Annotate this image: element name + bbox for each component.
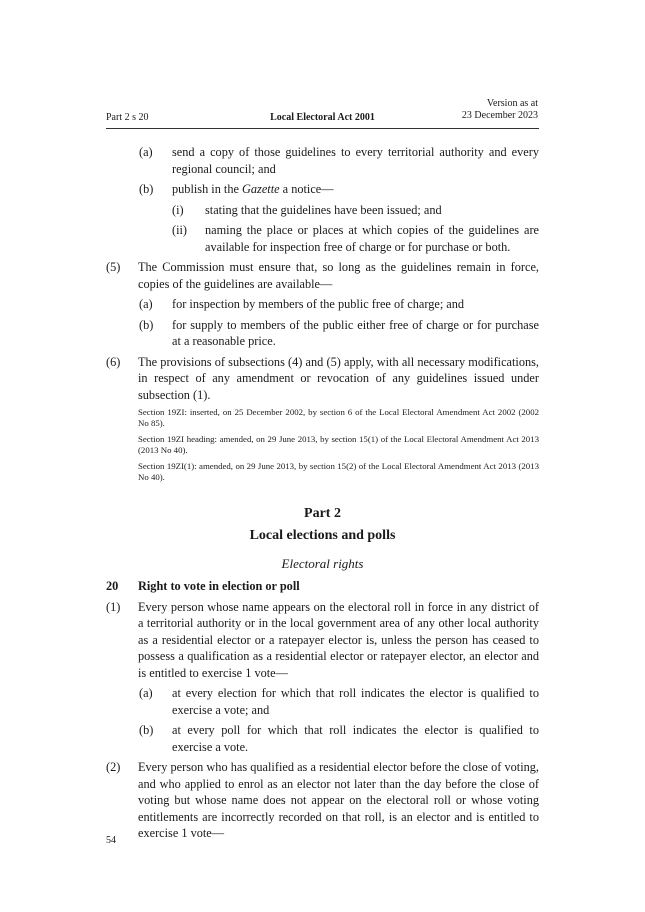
paragraph-label: (b) — [139, 182, 154, 196]
paragraph-label: (a) — [139, 686, 153, 700]
running-header-title: Local Electoral Act 2001 — [270, 112, 375, 123]
paragraph-label: (a) — [139, 145, 153, 159]
subparagraph-text: naming the place or places at which copies of the guidelines are available for inspection free of charge or for purchase or both. — [205, 223, 539, 254]
paragraph-label: (b) — [139, 723, 154, 737]
paragraph-text: at every poll for which that roll indicates the elector is qualified to exercise a vote. — [172, 723, 539, 754]
subparagraph-label: (i) — [172, 202, 184, 217]
subsection-text: Every person whose name appears on the electoral roll in force in any district of a territorial authority or in the local government area of any other local authority as a residential elector or a ratepayer elector is, unless the person has ceased to possess a qualification as a residential elector or ratepayer elector, an elector and is entitled to exercise 1 vote— — [138, 599, 539, 680]
part-title: Local elections and polls — [249, 528, 396, 543]
paragraph-text: for supply to members of the public either free of charge or for purchase at a reasonable price. — [172, 317, 539, 348]
page-number: 54 — [106, 835, 116, 846]
paragraph-text: at every election for which that roll indicates the elector is qualified to exercise a vote; and — [172, 686, 539, 717]
subsection-1 — [106, 599, 539, 682]
section-number: 20 — [106, 579, 119, 593]
gazette-italic: Gazette — [242, 182, 280, 196]
subparagraph-text: stating that the guidelines have been issued; and — [205, 202, 442, 217]
subsection-label: (6) — [106, 354, 121, 369]
header-rule — [106, 128, 539, 129]
version-label: Version as at — [486, 98, 538, 109]
document-body — [106, 144, 539, 846]
subsection-label: (1) — [106, 599, 121, 614]
subsection-text: The provisions of subsections (4) and (5) apply, with all necessary modifications, in respect of any amendment or revocation of any guidelines issued under subsection (1). — [138, 354, 539, 402]
section-heading — [106, 578, 539, 595]
subsection-2 — [106, 759, 539, 842]
subparagraph-i — [106, 202, 539, 219]
part-number: Part 2 — [304, 506, 341, 521]
paragraph-b — [106, 181, 539, 198]
paragraph-b — [106, 317, 539, 350]
subsection-5 — [106, 259, 539, 292]
running-header-version — [462, 98, 538, 122]
paragraph-label: (a) — [139, 297, 153, 311]
text-fragment: publish in the — [172, 182, 243, 196]
subparagraph-ii — [106, 222, 539, 255]
history-note: Section 19ZI heading: amended, on 29 June 2013, by section 15(1) of the Local Electoral Amendment Act 2013 (2013 No 40). — [138, 434, 539, 455]
subsection-text: The Commission must ensure that, so long as the guidelines remain in force, copies of the guidelines are available— — [138, 260, 539, 291]
paragraph-text: send a copy of those guidelines to every territorial authority and every regional council; and — [172, 145, 539, 176]
subsection-text: Every person who has qualified as a residential elector before the close of voting, and who applied to enrol as an elector not later than the day before the close of voting but whose name does not appear on the electoral roll or whose voting entitlements are incorrectly recorded on that roll, is an elector and is entitled to exercise 1 vote— — [138, 760, 539, 840]
section-title: Right to vote in election or poll — [138, 579, 300, 593]
history-note: Section 19ZI: inserted, on 25 December 2002, by section 6 of the Local Electoral Amendment Act 2002 (2002 No 85). — [138, 407, 539, 428]
paragraph-b — [106, 722, 539, 755]
paragraph-label: (b) — [139, 317, 154, 332]
paragraph-a — [106, 685, 539, 718]
paragraph-text — [172, 181, 539, 198]
paragraph-a — [106, 144, 539, 177]
version-date: 23 December 2023 — [461, 110, 538, 121]
history-note: Section 19ZI(1): amended, on 29 June 2013, by section 15(2) of the Local Electoral Amendment Act 2013 (2013 No 40). — [138, 461, 539, 482]
subsection-6 — [106, 354, 539, 404]
subpart-heading: Electoral rights — [281, 556, 364, 571]
running-header-part: Part 2 s 20 — [106, 112, 149, 123]
subsection-label: (2) — [106, 760, 121, 774]
subparagraph-label: (ii) — [172, 223, 188, 237]
paragraph-a — [106, 296, 539, 313]
text-fragment: a notice— — [279, 182, 334, 196]
subsection-label: (5) — [106, 260, 121, 274]
paragraph-text: for inspection by members of the public free of charge; and — [172, 297, 465, 311]
